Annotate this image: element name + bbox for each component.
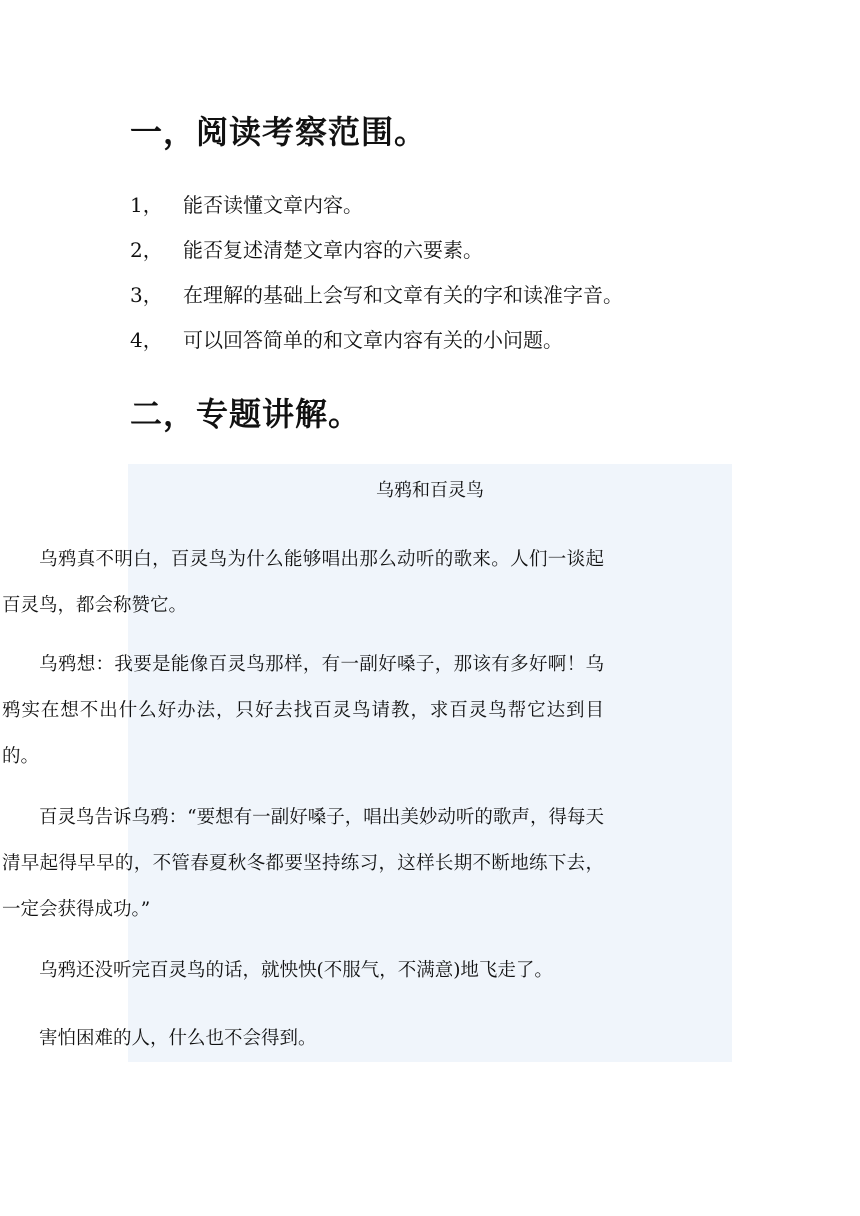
list-item (130, 235, 623, 280)
list-item (130, 325, 623, 370)
list-item-text: 能否读懂文章内容。 (183, 193, 363, 217)
scope-list (130, 190, 623, 370)
list-item-text: 在理解的基础上会写和文章有关的字和读准字音。 (183, 283, 623, 307)
list-item-text: 能否复述清楚文章内容的六要素。 (183, 238, 483, 262)
passage-paragraph: 乌鸦真不明白，百灵鸟为什么能够唱出那么动听的歌来。人们一谈起百灵鸟，都会称赞它。 (2, 549, 604, 616)
passage-paragraph: 害怕困难的人，什么也不会得到。 (39, 1028, 317, 1049)
passage-paragraph: 乌鸦想：我要是能像百灵鸟那样，有一副好嗓子，那该有多好啊！乌鸦实在想不出什么好办法，只好去找百灵鸟请教，求百灵鸟帮它达到目的。 (2, 654, 604, 767)
list-item (130, 190, 623, 235)
list-item-number: 2， (130, 238, 163, 262)
list-item-number: 3， (130, 283, 163, 307)
section-heading-scope: 一，阅读考察范围。 (130, 113, 428, 151)
passage-title: 乌鸦和百灵鸟 (376, 480, 484, 501)
passage-paragraph: 百灵鸟告诉乌鸦：“要想有一副好嗓子，唱出美妙动听的歌声，得每天清早起得早早的，不管春夏秋冬都要坚持练习，这样长期不断地练下去，一定会获得成功。” (2, 807, 604, 920)
passage-paragraph: 乌鸦还没听完百灵鸟的话，就怏怏(不服气，不满意)地飞走了。 (39, 960, 553, 981)
list-item-number: 4， (130, 328, 163, 352)
section-heading-lecture: 二，专题讲解。 (130, 395, 362, 433)
list-item-number: 1， (130, 193, 163, 217)
list-item (130, 280, 623, 325)
list-item-text: 可以回答简单的和文章内容有关的小问题。 (183, 328, 563, 352)
